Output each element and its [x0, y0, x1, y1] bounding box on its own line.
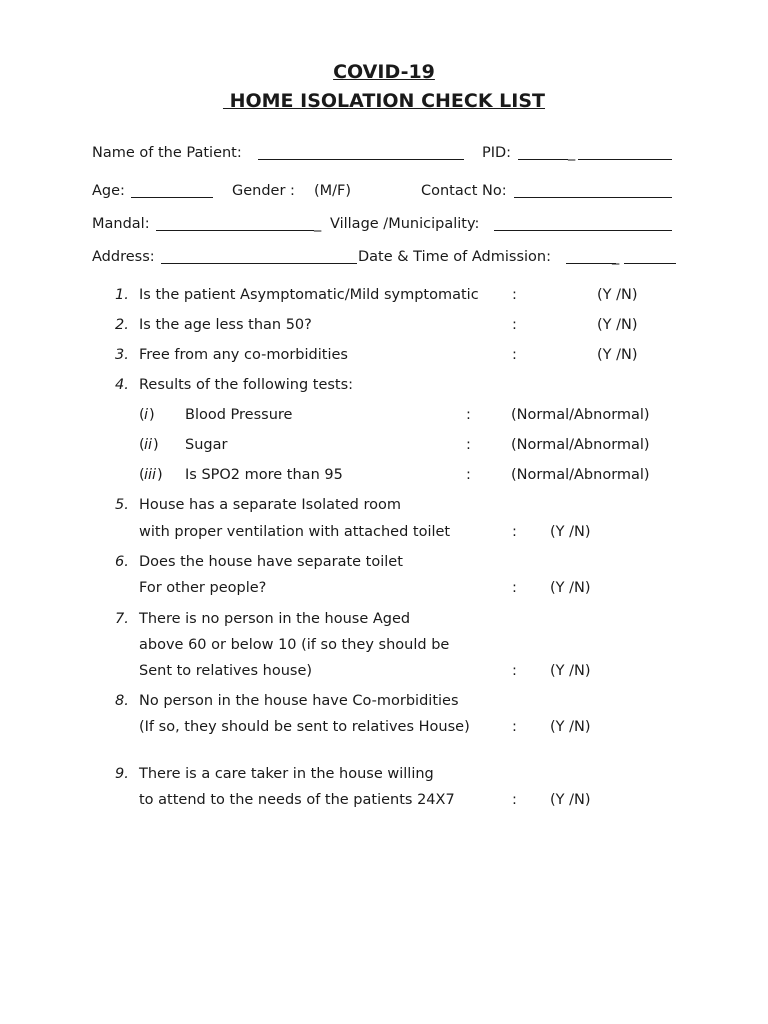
item-question: There is no person in the house Aged [139, 611, 411, 627]
admission-field-part1[interactable] [566, 249, 616, 264]
item-question: House has a separate Isolated room [139, 497, 401, 513]
mandal-separator: _ [314, 216, 322, 232]
test-answer[interactable]: (Normal/Abnormal) [511, 407, 650, 423]
test-roman-close: ) [149, 407, 155, 423]
item-question: Does the house have separate toilet [139, 554, 403, 570]
pid-field-part2[interactable] [578, 145, 672, 160]
contact-label: Contact No: [421, 183, 507, 199]
document-subtitle: HOME ISOLATION CHECK LIST [222, 90, 546, 112]
test-colon: : [466, 467, 471, 483]
item-question: No person in the house have Co-morbidities [139, 693, 459, 709]
admission-label: Date & Time of Admission: [358, 249, 551, 265]
address-label: Address: [92, 249, 155, 265]
item-question: Results of the following tests: [139, 377, 354, 393]
pid-separator: _ [568, 145, 576, 161]
item-number: 1. [115, 287, 129, 303]
document-title: COVID-19 [333, 61, 435, 83]
item-colon: : [512, 792, 517, 808]
item-colon: : [512, 347, 517, 363]
item-number: 3. [115, 347, 129, 363]
test-roman-open: ( [139, 467, 145, 483]
test-roman-open: ( [139, 407, 145, 423]
pid-label: PID: [482, 145, 512, 161]
item-question: Free from any co-morbidities [139, 347, 348, 363]
mandal-label: Mandal: [92, 216, 150, 232]
item-number: 6. [115, 554, 129, 570]
item-colon: : [512, 287, 517, 303]
age-label: Age: [92, 183, 125, 199]
item-colon: : [512, 524, 517, 540]
item-number: 7. [115, 611, 129, 627]
item-question: Sent to relatives house) [139, 663, 313, 679]
age-field[interactable] [131, 183, 213, 198]
item-answer[interactable]: (Y /N) [550, 792, 591, 808]
item-colon: : [512, 663, 517, 679]
mandal-field[interactable] [156, 216, 314, 231]
item-colon: : [512, 719, 517, 735]
item-colon: : [512, 317, 517, 333]
patient-name-field[interactable] [258, 145, 464, 160]
item-number: 2. [115, 317, 129, 333]
item-question: Is the patient Asymptomatic/Mild symptomatic [139, 287, 479, 303]
address-field[interactable] [161, 249, 357, 264]
test-colon: : [466, 437, 471, 453]
item-question: with proper ventilation with attached toilet [139, 524, 451, 540]
test-roman-close: ) [157, 467, 163, 483]
village-label: Village /Municipality: [330, 216, 480, 232]
item-answer[interactable]: (Y /N) [550, 719, 591, 735]
admission-separator: _ [612, 249, 620, 265]
village-field[interactable] [494, 216, 672, 231]
item-question: For other people? [139, 580, 267, 596]
item-colon: : [512, 580, 517, 596]
test-roman-close: ) [153, 437, 159, 453]
patient-name-label: Name of the Patient: [92, 145, 242, 161]
item-question: (If so, they should be sent to relatives House) [139, 719, 470, 735]
test-roman: iii [144, 467, 157, 483]
item-number: 5. [115, 497, 129, 513]
item-number: 8. [115, 693, 129, 709]
item-question: Is the age less than 50? [139, 317, 312, 333]
test-answer[interactable]: (Normal/Abnormal) [511, 467, 650, 483]
item-question: above 60 or below 10 (if so they should be [139, 637, 450, 653]
item-answer[interactable]: (Y /N) [550, 663, 591, 679]
admission-field-part2[interactable] [624, 249, 676, 264]
item-number: 9. [115, 766, 129, 782]
test-answer[interactable]: (Normal/Abnormal) [511, 437, 650, 453]
item-answer[interactable]: (Y /N) [597, 317, 638, 333]
item-question: There is a care taker in the house willing [139, 766, 434, 782]
test-roman: ii [144, 437, 153, 453]
gender-options[interactable]: (M/F) [314, 183, 352, 199]
test-roman: i [144, 407, 149, 423]
item-answer[interactable]: (Y /N) [550, 580, 591, 596]
item-number: 4. [115, 377, 129, 393]
item-question: to attend to the needs of the patients 24X7 [139, 792, 455, 808]
contact-field[interactable] [514, 183, 672, 198]
gender-label: Gender : [232, 183, 295, 199]
test-label: Sugar [185, 437, 228, 453]
test-label: Is SPO2 more than 95 [185, 467, 343, 483]
item-answer[interactable]: (Y /N) [597, 287, 638, 303]
test-colon: : [466, 407, 471, 423]
item-answer[interactable]: (Y /N) [550, 524, 591, 540]
item-answer[interactable]: (Y /N) [597, 347, 638, 363]
test-roman-open: ( [139, 437, 145, 453]
test-label: Blood Pressure [185, 407, 293, 423]
pid-field-part1[interactable] [518, 145, 568, 160]
